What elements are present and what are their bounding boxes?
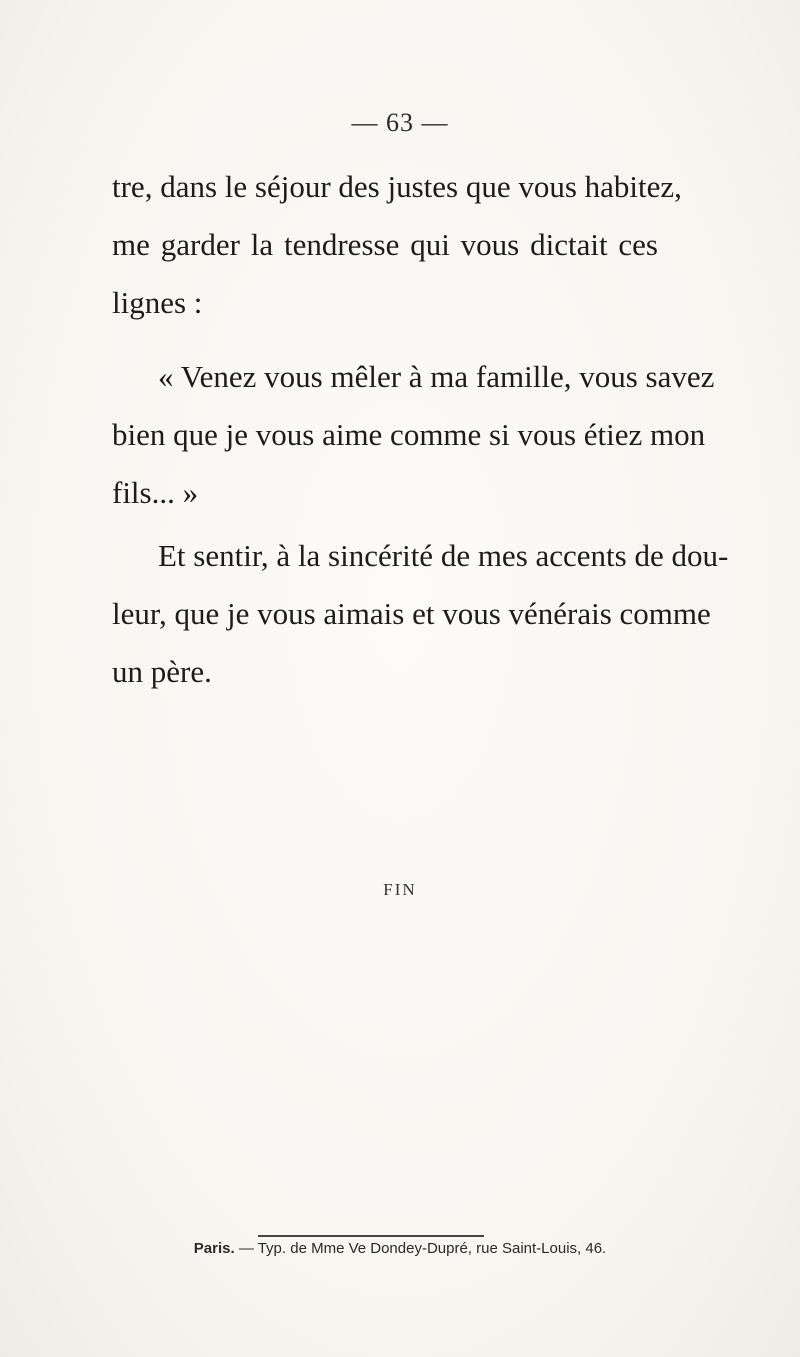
paragraph-3 [112,527,729,701]
paragraph-1 [112,158,682,332]
imprint-city: Paris. [193,1240,235,1257]
page-number: — 63 — [351,108,449,137]
imprint-text: — Typ. de Mme Ve Dondey-Dupré, rue Saint-Louis, 46. [238,1240,607,1257]
text-line: me garder la tendresse qui vous dictait ces [112,227,658,262]
text-line: « Venez vous mêler à ma famille, vous savez [158,359,715,394]
text-line: un père. [112,654,212,689]
paragraph-2-quote [112,348,715,522]
text-line: tre, dans le séjour des justes que vous habitez, [112,169,682,204]
text-line: lignes : [112,285,203,320]
imprint-rule [258,1235,484,1237]
text-line: bien que je vous aime comme si vous étiez mon [112,417,706,452]
printer-imprint [0,1240,800,1257]
text-line: leur, que je vous aimais et vous vénérais comme [112,596,711,631]
text-line: fils... » [112,475,199,510]
text-line: Et sentir, à la sincérité de mes accents de dou- [158,538,729,573]
fin-label: FIN [383,880,417,899]
